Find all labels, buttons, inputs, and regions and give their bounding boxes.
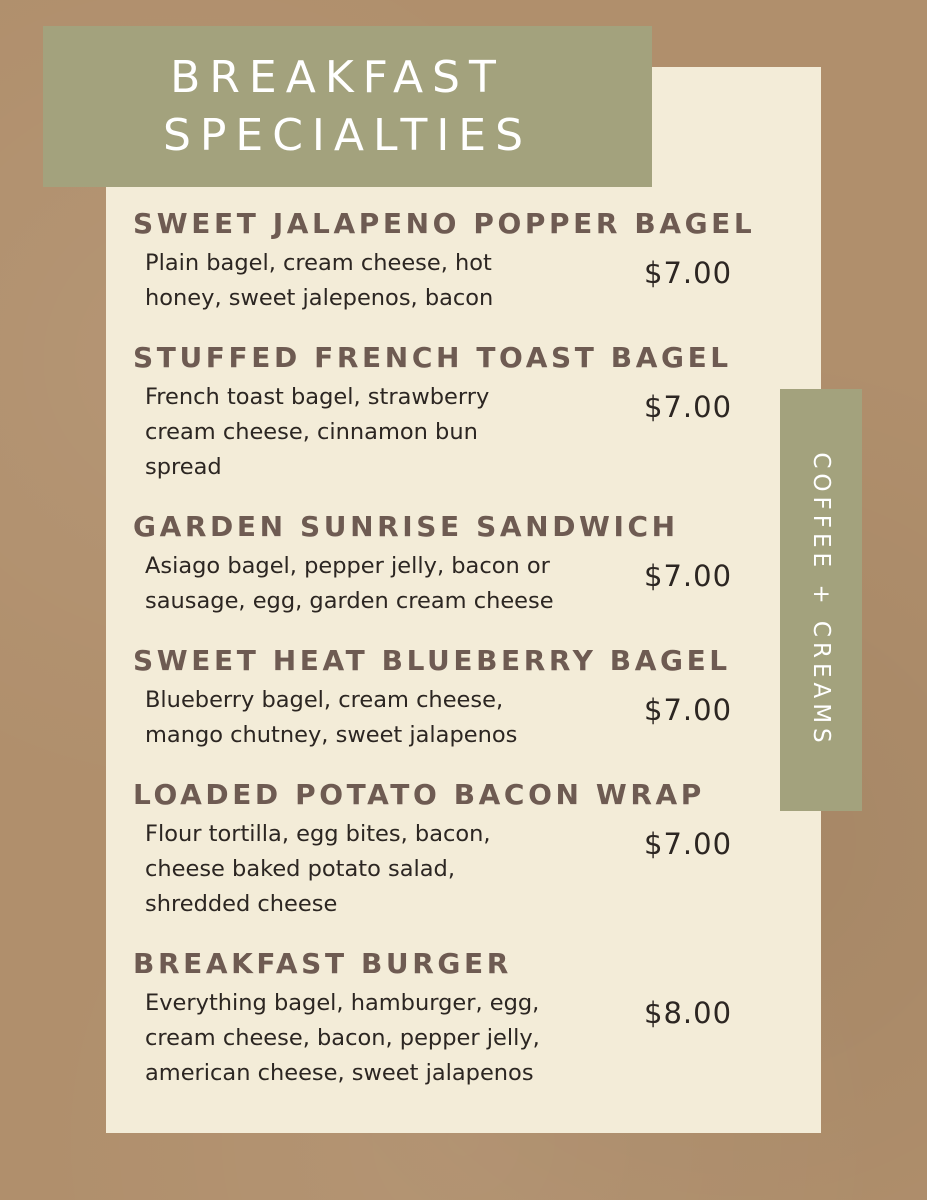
menu-title-line-1: BREAKFAST bbox=[170, 51, 505, 103]
menu-item-price: $7.00 bbox=[644, 693, 733, 727]
coffee-creams-tab bbox=[780, 389, 862, 811]
menu-item-name: BREAKFAST BURGER bbox=[133, 947, 512, 980]
menu-item-name: GARDEN SUNRISE SANDWICH bbox=[133, 510, 679, 543]
menu-item-description: Flour tortilla, egg bites, bacon, cheese baked potato salad, shredded cheese bbox=[145, 821, 491, 917]
side-tab-label: COFFEE + CREAMS bbox=[808, 452, 834, 748]
menu-item-name: SWEET JALAPENO POPPER BAGEL bbox=[133, 207, 756, 240]
menu-item-price: $7.00 bbox=[644, 559, 733, 593]
menu-item-price: $8.00 bbox=[644, 996, 733, 1030]
menu-item-price: $7.00 bbox=[644, 256, 733, 290]
menu-item-name: LOADED POTATO BACON WRAP bbox=[133, 778, 705, 811]
menu-item-description: French toast bagel, strawberry cream cheese, cinnamon bun spread bbox=[145, 384, 490, 480]
menu-item-name: SWEET HEAT BLUEBERRY BAGEL bbox=[133, 644, 731, 677]
menu-item-description: Asiago bagel, pepper jelly, bacon or sausage, egg, garden cream cheese bbox=[145, 553, 554, 614]
title-banner bbox=[43, 26, 652, 187]
menu-item-description: Blueberry bagel, cream cheese, mango chutney, sweet jalapenos bbox=[145, 687, 518, 748]
menu-title-line-2: SPECIALTIES bbox=[162, 109, 533, 161]
menu-item-description: Plain bagel, cream cheese, hot honey, sweet jalepenos, bacon bbox=[145, 250, 494, 311]
menu-item-description: Everything bagel, hamburger, egg, cream cheese, bacon, pepper jelly, american cheese, sweet jalapenos bbox=[145, 990, 540, 1086]
menu-item-price: $7.00 bbox=[644, 390, 733, 424]
menu-item-name: STUFFED FRENCH TOAST BAGEL bbox=[133, 341, 732, 374]
menu-item-price: $7.00 bbox=[644, 827, 733, 861]
